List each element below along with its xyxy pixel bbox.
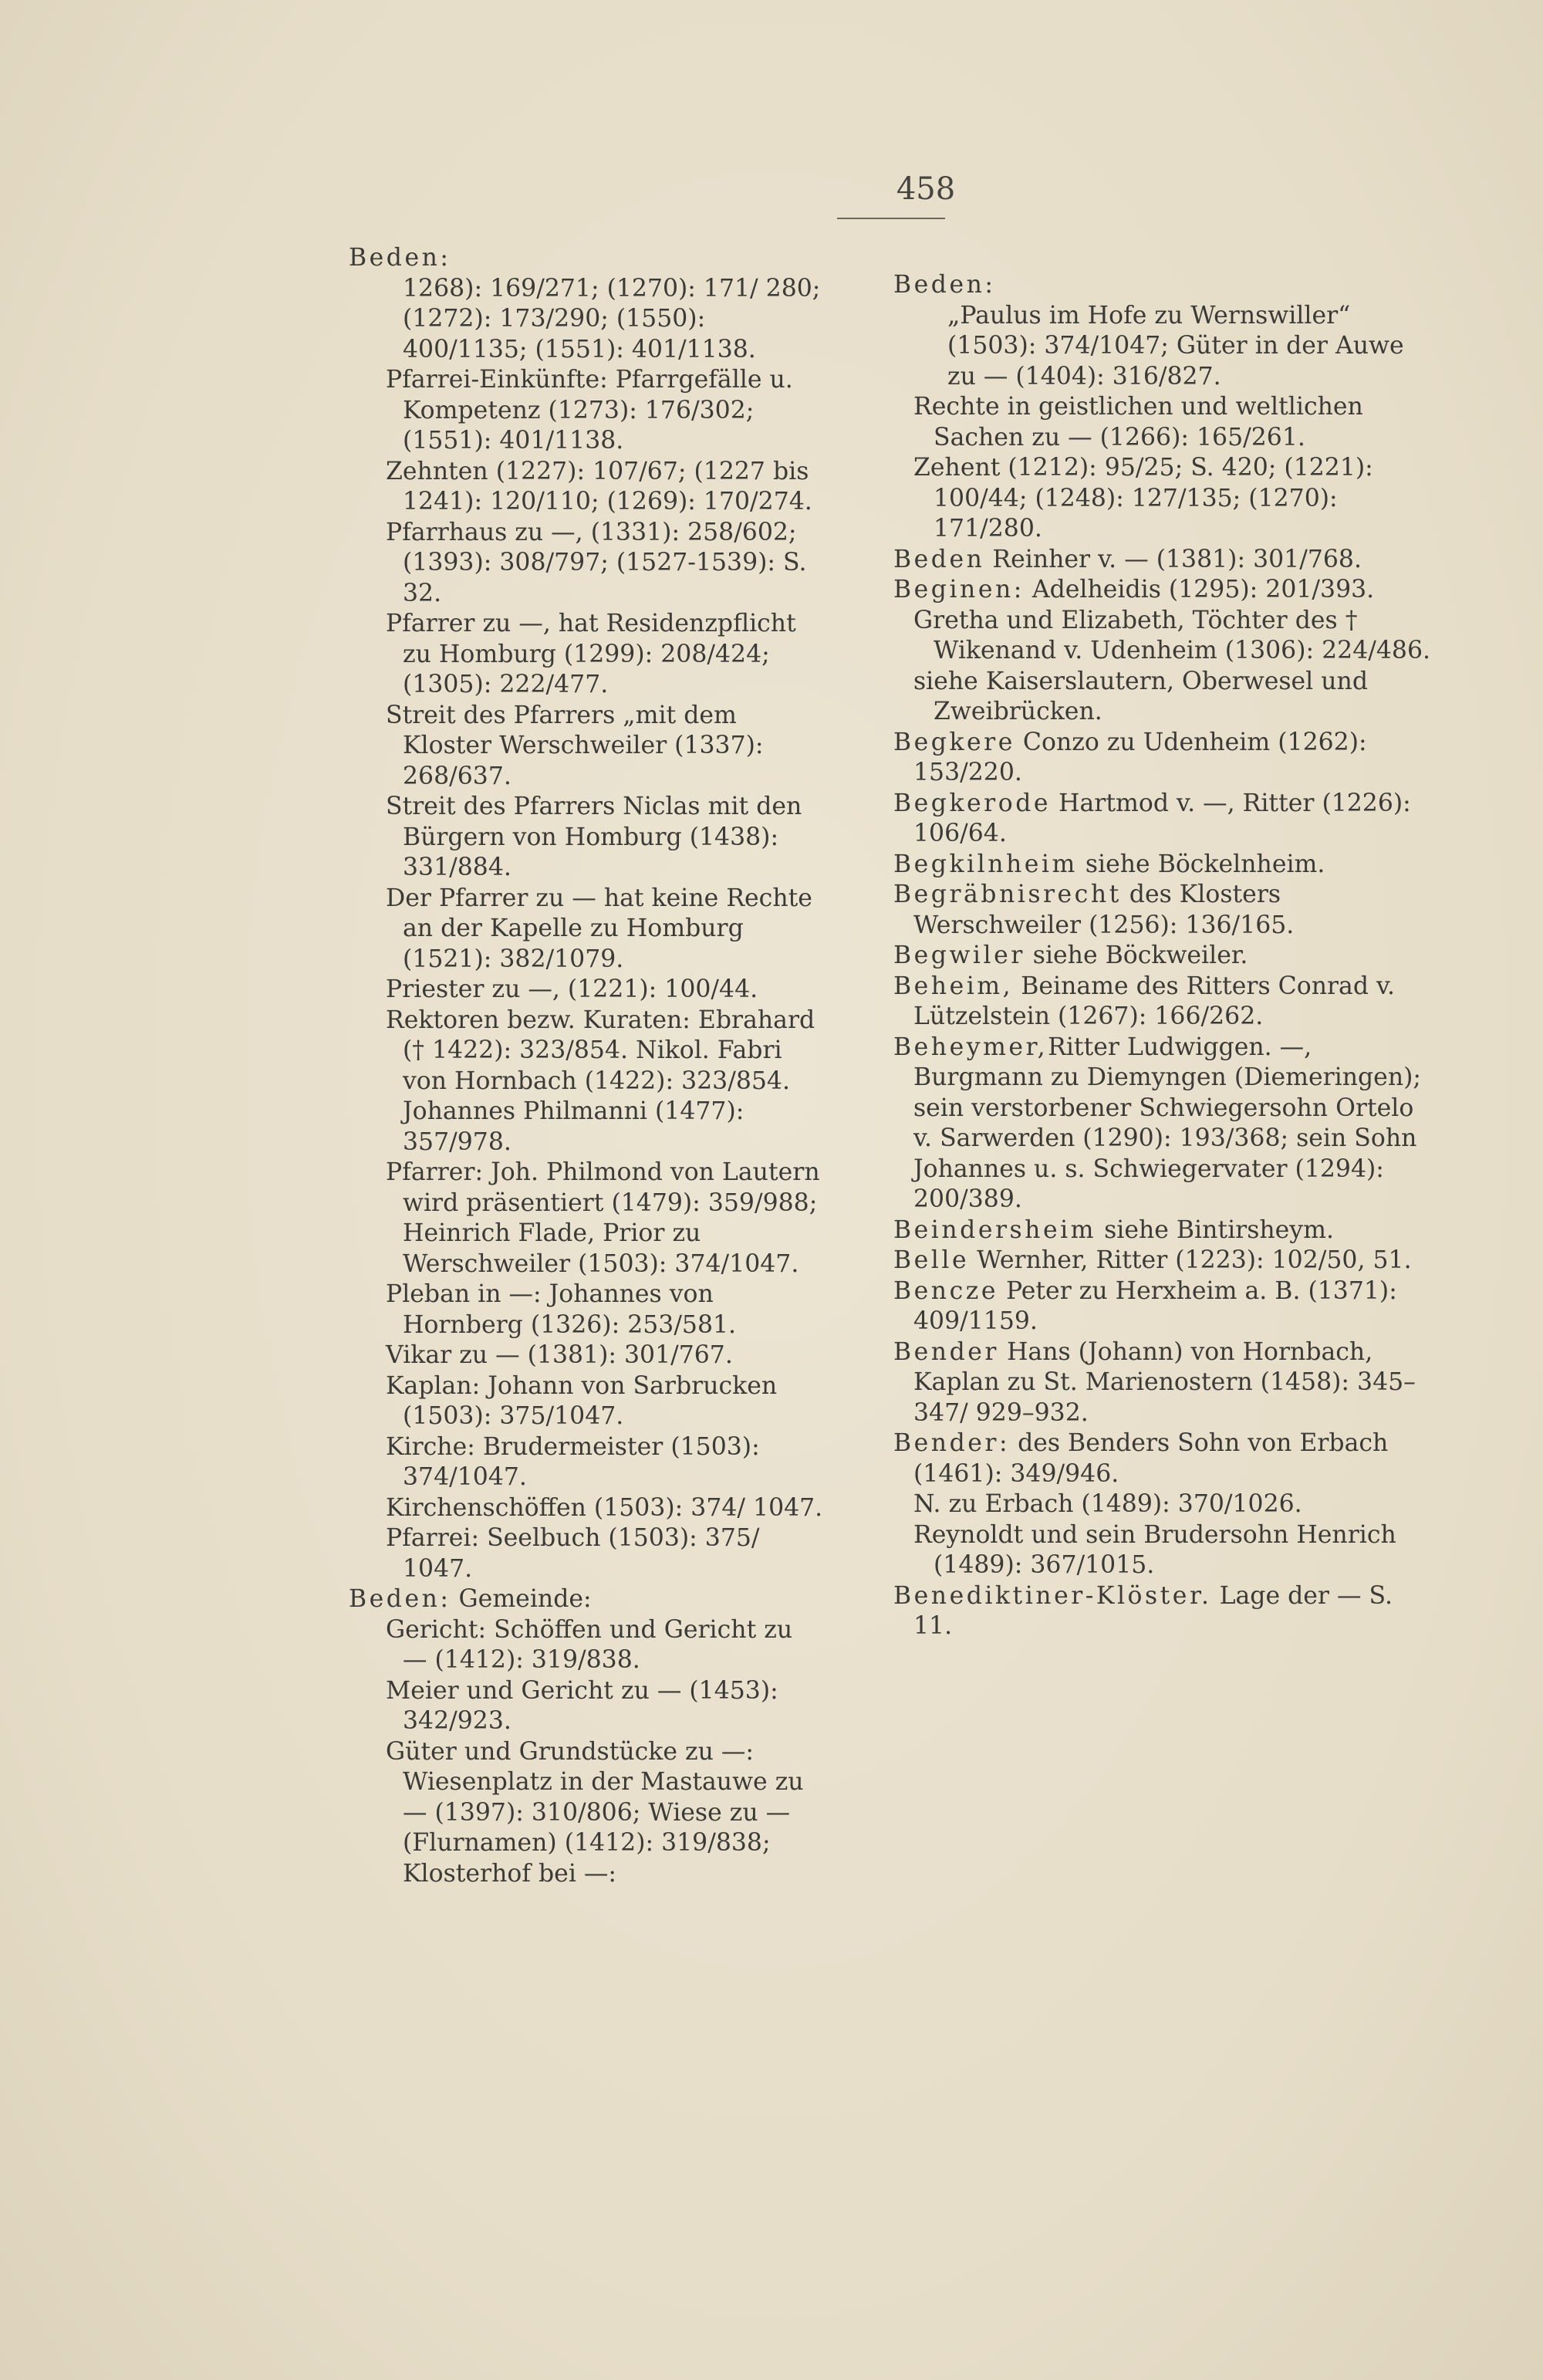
entry-text: Wernher, Ritter (1223): 102/50, 51.: [969, 1246, 1412, 1274]
right-entry: [893, 789, 1433, 850]
left-entry: Streit des Pfarrers Niclas mit den Bürgern von Homburg (1438): 331/884.: [386, 793, 802, 881]
left-entry: Pleban in —: Johannes von Hornberg (1326): 253/581.: [386, 1280, 737, 1339]
right-entry: [893, 728, 1433, 789]
left-entry: Beden:: [349, 244, 451, 272]
right-entry: Zehent (1212): 95/25; S. 420; (1221): 100/44; (1248): 127/135; (1270): 171/280.: [913, 454, 1373, 543]
left-entry: Rektoren bezw. Kuraten: Ebrahard († 1422): 323/854. Nikol. Fabri von Hornbach (1422): 323/854. Johannes Philmanni (1477): 357/978.: [386, 1006, 815, 1156]
entry-text: Reinher v. — (1381): 301/768.: [984, 545, 1362, 573]
entry-text: Gemeinde:: [451, 1585, 592, 1613]
entry-text: siehe Böckelnheim.: [1077, 850, 1325, 878]
entry-keyword: Begkilnheim: [893, 850, 1078, 878]
entry-text: Conzo zu Udenheim (1262): 153/220.: [913, 728, 1367, 786]
entry-keyword: Beden:: [349, 1585, 451, 1613]
entry-text: Peter zu Herxheim a. B. (1371): 409/1159.: [913, 1276, 1397, 1335]
entry-keyword: Begkerode: [893, 789, 1052, 817]
right-entry: [893, 850, 1433, 881]
entry-text: Hans (Johann) von Hornbach, Kaplan zu St. Marienostern (1458): 345–347/ 929–932.: [913, 1337, 1416, 1427]
right-entry: „Paulus im Hofe zu Wernswiller“ (1503): 374/1047; Güter in der Auwe zu — (1404): 316/827.: [947, 301, 1404, 390]
left-entry: Pfarrer zu —, hat Residenzpflicht zu Homburg (1299): 208/424; (1305): 222/477.: [386, 610, 796, 698]
right-entry: [893, 972, 1433, 1033]
entry-text: Beiname des Ritters Conrad v. Lützelstein (1267): 166/262.: [913, 972, 1396, 1030]
right-entry: [893, 1581, 1433, 1642]
left-entry: Meier und Gericht zu — (1453): 342/923.: [386, 1676, 778, 1735]
entry-keyword: Beindersheim: [893, 1215, 1097, 1244]
page-number-rule: [837, 218, 945, 219]
right-entry: [893, 1246, 1433, 1276]
entry-keyword: Begräbnisrecht: [893, 881, 1122, 908]
left-entry: Pfarrer: Joh. Philmond von Lautern wird präsentiert (1479): 359/988; Heinrich Flade, Prior zu Werschweiler (1503): 374/1047.: [386, 1158, 820, 1278]
entry-text: siehe Böckweiler.: [1025, 942, 1248, 969]
left-entry: [349, 1584, 823, 1615]
entry-text: Hartmod v. —, Ritter (1226): 106/64.: [913, 789, 1411, 847]
entry-text: siehe Bintirsheym.: [1096, 1215, 1334, 1244]
entry-keyword: Beginen:: [893, 576, 1025, 603]
entry-keyword: Beheim,: [893, 972, 1014, 1000]
left-column: [349, 243, 823, 1889]
right-entry: [893, 1033, 1433, 1215]
right-entry: [893, 1337, 1433, 1429]
right-entry: [893, 1215, 1433, 1246]
entry-keyword: Begkere: [893, 728, 1015, 756]
entry-keyword: Bencze: [893, 1276, 998, 1305]
right-entry: Rechte in geistlichen und weltlichen Sachen zu — (1266): 165/261.: [913, 393, 1363, 451]
right-entry: N. zu Erbach (1489): 370/1026.: [913, 1490, 1302, 1518]
entry-keyword: Begwiler: [893, 942, 1025, 969]
entry-keyword: Bender: [893, 1337, 999, 1366]
entry-text: Lage der — S. 11.: [913, 1581, 1393, 1640]
left-entry: Der Pfarrer zu — hat keine Rechte an der Kapelle zu Homburg (1521): 382/1079.: [386, 884, 812, 973]
left-entry: Güter und Grundstücke zu —: Wiesenplatz in der Mastauwe zu — (1397): 310/806; Wiese zu — (Flurnamen) (1412): 319/838; Klosterhof bei —:: [386, 1737, 804, 1888]
right-entry: [893, 941, 1433, 972]
left-entry: Pfarrei: Seelbuch (1503): 375/ 1047.: [386, 1524, 760, 1583]
right-entry: [893, 545, 1433, 576]
right-entry: Gretha und Elizabeth, Töchter des † Wikenand v. Udenheim (1306): 224/486.: [913, 606, 1431, 664]
left-entry: 1268): 169/271; (1270): 171/ 280; (1272): 173/290; (1550): 400/1135; (1551): 401/1138.: [403, 274, 821, 363]
entry-keyword: Benediktiner-Klöster.: [893, 1581, 1212, 1610]
entry-text: Adelheidis (1295): 201/393.: [1024, 576, 1375, 603]
right-entry: siehe Kaiserslautern, Oberwesel und Zweibrücken.: [913, 667, 1368, 725]
left-entry: Priester zu —, (1221): 100/44.: [386, 975, 758, 1003]
right-entry: Beden:: [893, 271, 996, 299]
entry-keyword: Beden: [893, 545, 985, 573]
left-entry: Gericht: Schöffen und Gericht zu — (1412): 319/838.: [386, 1615, 793, 1674]
left-entry: Streit des Pfarrers „mit dem Kloster Werschweiler (1337): 268/637.: [386, 701, 764, 790]
left-entry: Kaplan: Johann von Sarbrucken (1503): 375/1047.: [386, 1371, 778, 1430]
entry-text: des Klosters Werschweiler (1256): 136/165.: [913, 881, 1295, 939]
page-number: 458: [896, 171, 956, 207]
left-entry: Pfarrei-Einkünfte: Pfarrgefälle u. Kompetenz (1273): 176/302; (1551): 401/1138.: [386, 366, 793, 455]
right-column: [893, 270, 1433, 1642]
left-entry: Kirchenschöffen (1503): 374/ 1047.: [386, 1493, 823, 1522]
left-entry: Pfarrhaus zu —, (1331): 258/602; (1393): 308/797; (1527-1539): S. 32.: [386, 518, 807, 607]
left-entry: Kirche: Brudermeister (1503): 374/1047.: [386, 1432, 760, 1491]
entry-keyword: Belle: [893, 1246, 970, 1274]
right-entry: [893, 1276, 1433, 1337]
entry-text: Ritter Ludwiggen. —, Burgmann zu Diemyngen (Diemeringen); sein verstorbener Schwiegersohn Ortelo v. Sarwerden (1290): 193/368; sein Sohn Johannes u. s. Schwiegervater (1294): 200/389.: [913, 1033, 1422, 1213]
entry-keyword: Beheymer,: [893, 1033, 1048, 1061]
right-entry: Reynoldt und sein Brudersohn Henrich (1489): 367/1015.: [913, 1520, 1396, 1579]
right-entry: [893, 1428, 1433, 1489]
left-entry: Zehnten (1227): 107/67; (1227 bis 1241): 120/110; (1269): 170/274.: [386, 457, 812, 516]
entry-text: des Benders Sohn von Erbach (1461): 349/946.: [913, 1429, 1389, 1488]
right-entry: [893, 880, 1433, 941]
right-entry: [893, 575, 1433, 606]
left-entry: Vikar zu — (1381): 301/767.: [386, 1341, 733, 1369]
entry-keyword: Bender:: [893, 1429, 1011, 1457]
